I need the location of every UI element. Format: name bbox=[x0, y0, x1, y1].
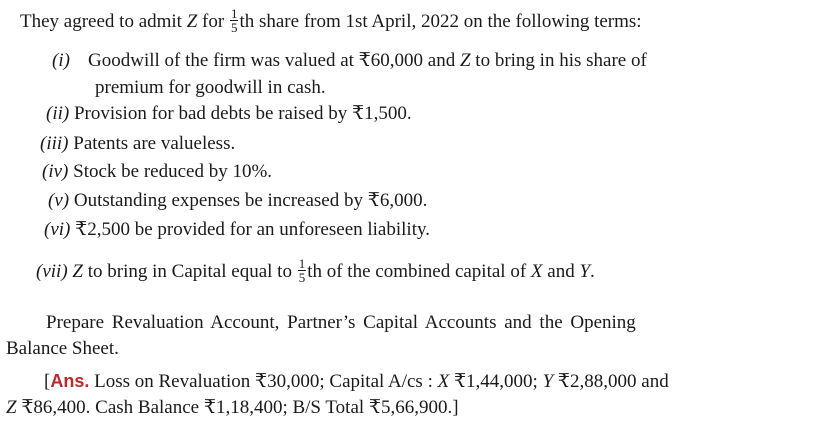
intro-text: They agreed to admit bbox=[20, 10, 187, 32]
term-number: (vii) bbox=[36, 260, 68, 282]
term-i-text: Goodwill of the firm was valued at ₹60,000 and Z to bring in his share of bbox=[88, 50, 647, 71]
prepare-line2: Balance Sheet. bbox=[6, 338, 119, 359]
fraction-denominator: 5 bbox=[230, 20, 238, 35]
term-ii bbox=[46, 103, 412, 125]
intro-rest: th share from 1st April, 2022 on the following terms: bbox=[239, 10, 642, 32]
answer-line2: Z ₹86,400. Cash Balance ₹1,18,400; B/S Total ₹5,66,900.] bbox=[6, 397, 459, 418]
term-v bbox=[48, 190, 427, 212]
term-vi bbox=[44, 219, 430, 241]
answer-line1: [Ans. Loss on Revaluation ₹30,000; Capital A/cs : X ₹1,44,000; Y ₹2,88,000 and bbox=[44, 371, 669, 392]
intro-line bbox=[20, 6, 642, 36]
term-number: (iv) bbox=[42, 161, 69, 182]
partner-z: Z bbox=[186, 10, 198, 32]
var-z: Z bbox=[459, 50, 471, 71]
term-vii: (vii) Z to bring in Capital equal to $\frac{1}{5}$ th of the combined capital of X and Y. bbox=[36, 256, 595, 285]
answer-label: Ans. bbox=[50, 371, 90, 391]
term-number: (iii) bbox=[40, 133, 69, 154]
term-text: Stock be reduced by 10%. bbox=[73, 161, 273, 182]
term-text: Outstanding expenses be increased by ₹6,000. bbox=[73, 190, 428, 211]
term-iii bbox=[40, 133, 235, 155]
prepare-line1: Prepare Revaluation Account, Partner’s Capital Accounts and the Opening bbox=[46, 312, 636, 333]
var-x: X bbox=[437, 371, 450, 392]
intro-for: for bbox=[197, 10, 229, 32]
var-z: Z bbox=[6, 397, 17, 418]
one-fifth-fraction: $\frac{1}{5}$ bbox=[298, 256, 306, 285]
term-text: Patents are valueless. bbox=[73, 133, 236, 154]
term-number: (vi) bbox=[44, 219, 71, 240]
term-iv bbox=[42, 161, 272, 183]
var-y: Y bbox=[542, 371, 554, 392]
fraction-numerator: 1 bbox=[230, 6, 238, 21]
var-z: Z bbox=[72, 260, 83, 282]
term-number: (ii) bbox=[46, 103, 70, 124]
var-x: X bbox=[530, 260, 543, 282]
term-text: Provision for bad debts be raised by ₹1,500. bbox=[73, 103, 412, 124]
term-text: ₹2,500 be provided for an unforeseen liability. bbox=[75, 219, 430, 240]
one-fifth-fraction bbox=[230, 7, 239, 34]
term-i-line2: premium for goodwill in cash. bbox=[95, 77, 326, 98]
var-y: Y bbox=[579, 260, 591, 282]
term-number: (v) bbox=[48, 190, 70, 211]
term-number: (i) bbox=[52, 50, 70, 71]
term-i-line1 bbox=[52, 50, 70, 72]
